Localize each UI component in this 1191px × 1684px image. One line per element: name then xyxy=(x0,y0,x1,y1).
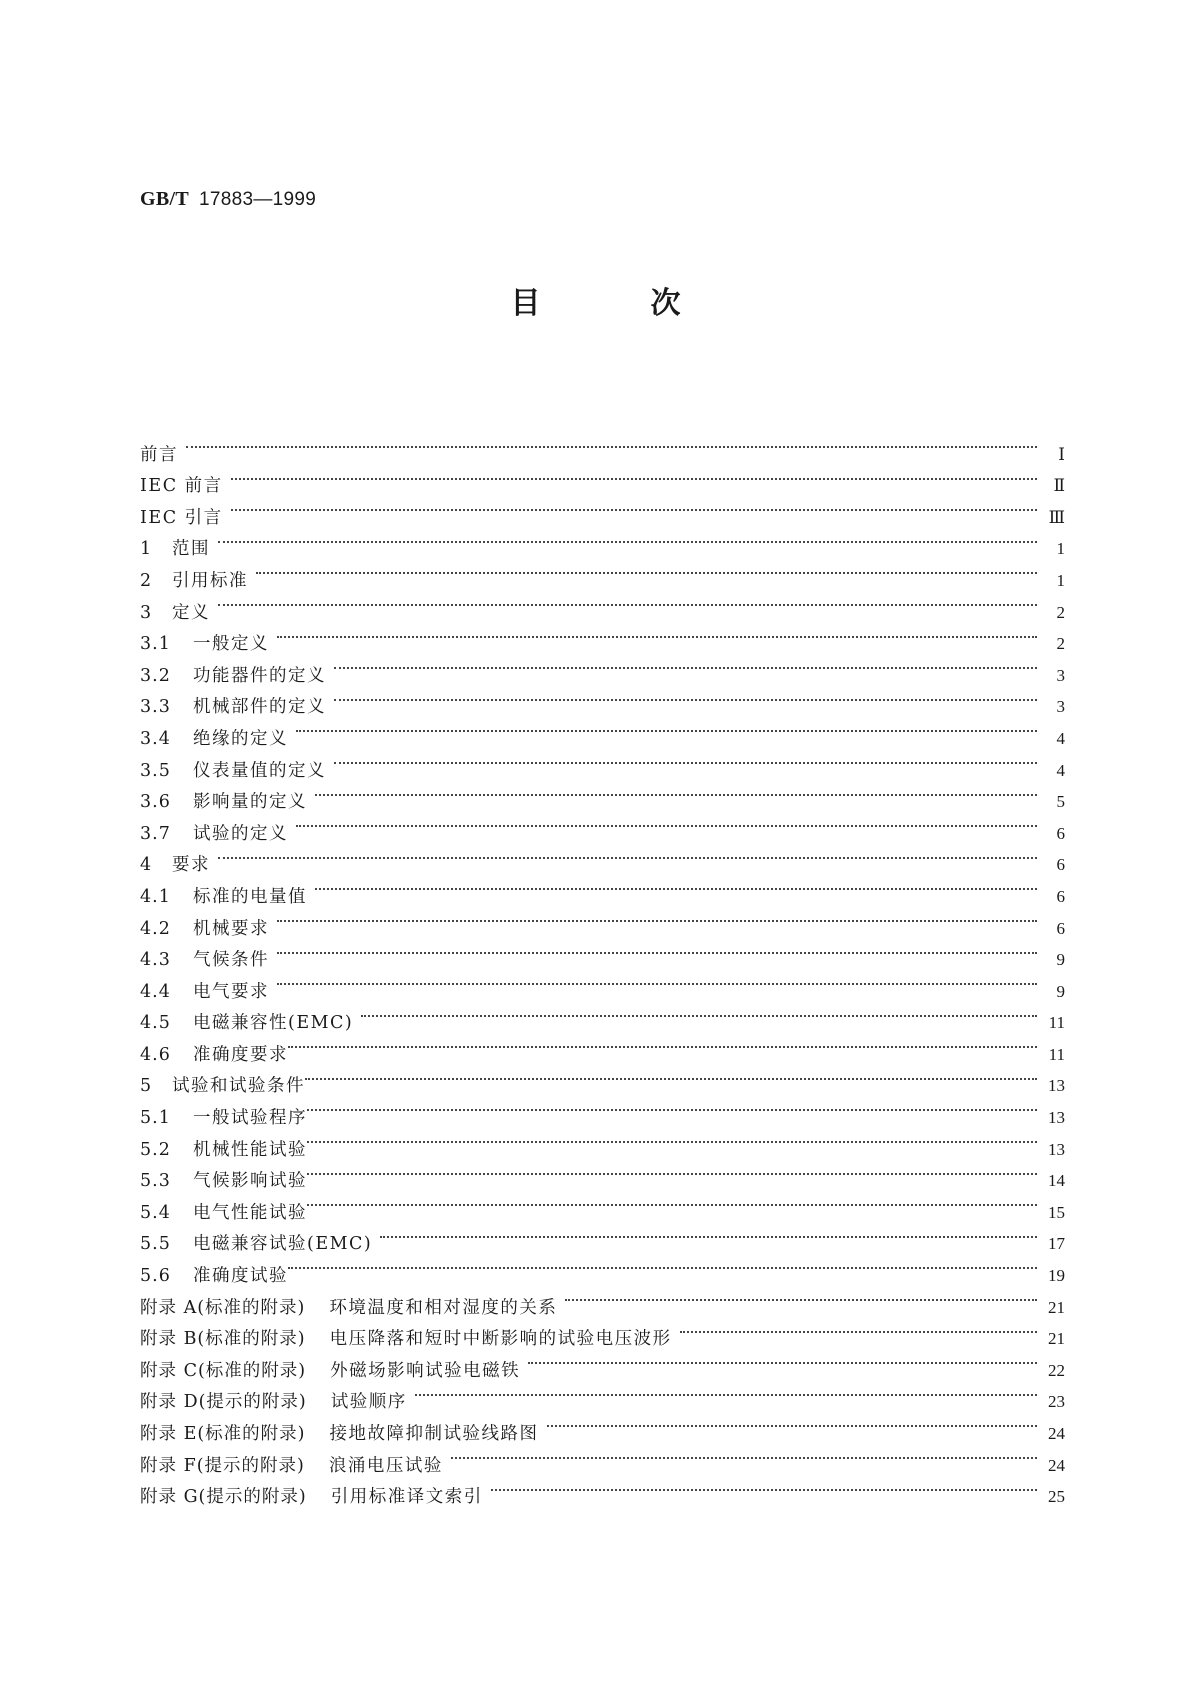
toc-annex-tag: 附录 D(提示的附录) xyxy=(140,1392,307,1413)
toc-page-number: 6 xyxy=(1056,823,1065,843)
toc-label: 接地故障抑制试验线路图 xyxy=(329,1424,539,1444)
toc-label: 准确度试验 xyxy=(193,1266,288,1287)
toc-section-number: 4.6 xyxy=(140,1044,171,1065)
toc-leader-dots xyxy=(296,712,1037,744)
toc-section-number: 3.1 xyxy=(140,634,171,655)
toc-label: 气候条件 xyxy=(193,950,269,971)
toc-page-number: 14 xyxy=(1048,1171,1065,1191)
toc-annex-tag: 附录 F(提示的附录) xyxy=(140,1455,305,1476)
toc-page-number: 21 xyxy=(1048,1297,1065,1317)
toc-page-number: 6 xyxy=(1056,886,1065,906)
toc-entry[interactable] xyxy=(140,997,1065,1034)
toc-page-number: 3 xyxy=(1056,697,1065,717)
toc-section-number: 5.1 xyxy=(140,1108,171,1129)
toc-entry[interactable] xyxy=(140,460,1065,497)
toc-leader-dots xyxy=(315,776,1037,808)
toc-page-number: 19 xyxy=(1048,1266,1065,1286)
toc-annex-tag: 附录 G(提示的附录) xyxy=(140,1487,307,1508)
toc-leader-dots xyxy=(380,1218,1037,1250)
toc-page-number: 5 xyxy=(1056,792,1065,812)
toc-page-number: 6 xyxy=(1056,855,1065,875)
toc-page-number: 15 xyxy=(1048,1202,1065,1222)
toc-page-number: 4 xyxy=(1056,760,1065,780)
toc-section-number: 5.4 xyxy=(140,1202,171,1223)
toc-annex-tag: 附录 B(标准的附录) xyxy=(140,1329,306,1350)
toc-entry[interactable] xyxy=(140,618,1065,655)
toc-page-number: 11 xyxy=(1048,1044,1065,1064)
toc-page-number: 22 xyxy=(1048,1360,1065,1380)
standard-number: 17883—1999 xyxy=(199,189,317,210)
toc-label: 定义 xyxy=(172,602,210,623)
toc-leader-dots xyxy=(277,902,1037,934)
toc-page-number: 1 xyxy=(1056,570,1065,590)
standard-code xyxy=(140,188,316,211)
toc-entry[interactable] xyxy=(140,965,1065,1002)
toc-entry[interactable] xyxy=(140,649,1065,686)
toc-leader-dots xyxy=(288,1249,1037,1281)
toc-label: 电磁兼容试验(EMC) xyxy=(193,1234,373,1255)
toc-section-number: 3.4 xyxy=(140,728,171,749)
toc-label: 环境温度和相对湿度的关系 xyxy=(329,1297,558,1318)
toc-section-number: 4 xyxy=(140,855,153,876)
toc-section-number: 5.3 xyxy=(140,1171,171,1192)
toc-page-number: 23 xyxy=(1048,1392,1065,1412)
toc-leader-dots xyxy=(218,523,1037,555)
toc-entry[interactable] xyxy=(140,934,1065,971)
toc-leader-dots xyxy=(305,1060,1037,1092)
toc-leader-dots xyxy=(296,807,1037,839)
toc-leader-dots xyxy=(528,1344,1037,1376)
toc-page-number: 17 xyxy=(1048,1234,1065,1254)
toc-entry[interactable] xyxy=(140,554,1065,591)
toc-leader-dots xyxy=(277,618,1037,650)
toc-label: 气候影响试验 xyxy=(193,1171,307,1192)
toc-label: 绝缘的定义 xyxy=(193,728,288,749)
toc-leader-dots xyxy=(307,1155,1037,1187)
toc-entry[interactable] xyxy=(140,870,1065,907)
toc-page-number: 9 xyxy=(1056,950,1065,970)
toc-label: 要求 xyxy=(172,855,210,876)
toc-label: 机械性能试验 xyxy=(193,1139,307,1160)
toc-leader-dots xyxy=(307,1123,1037,1155)
toc-page-number: 25 xyxy=(1048,1487,1065,1507)
toc-label: 仪表量值的定义 xyxy=(193,760,326,781)
title-char-1: 目 xyxy=(510,286,541,321)
toc-label: 一般定义 xyxy=(193,634,269,655)
toc-leader-dots xyxy=(680,1313,1037,1345)
toc-section-number: 4.5 xyxy=(140,1013,171,1034)
toc-label: 引用标准译文索引 xyxy=(330,1487,483,1508)
toc-page-number: 1 xyxy=(1056,539,1065,559)
toc-leader-dots xyxy=(218,839,1037,871)
toc-leader-dots xyxy=(334,744,1037,776)
toc-label: IEC 前言 xyxy=(140,476,223,497)
toc-leader-dots xyxy=(307,1091,1037,1123)
toc-label: 电气要求 xyxy=(193,981,269,1002)
toc-section-number: 4.2 xyxy=(140,918,171,939)
toc-page-number: 24 xyxy=(1048,1424,1065,1443)
toc-annex-tag: 附录 A(标准的附录) xyxy=(140,1297,306,1318)
toc-label: 试验的定义 xyxy=(193,823,288,844)
toc-page-number: 13 xyxy=(1048,1076,1065,1096)
toc-leader-dots xyxy=(491,1471,1037,1503)
toc-entry[interactable] xyxy=(140,839,1065,876)
toc-label: 电磁兼容性(EMC) xyxy=(193,1013,354,1034)
toc-section-number: 1 xyxy=(140,539,153,560)
toc-leader-dots xyxy=(277,934,1037,966)
toc-page-number: 24 xyxy=(1048,1455,1065,1475)
toc-page-number: 13 xyxy=(1048,1108,1065,1128)
toc-section-number: 4.1 xyxy=(140,886,171,907)
toc-section-number: 3.6 xyxy=(140,792,171,813)
toc-label: 试验和试验条件 xyxy=(172,1076,305,1097)
toc-label: 准确度要求 xyxy=(193,1044,288,1065)
toc-leader-dots xyxy=(218,586,1037,618)
toc-page-number: 2 xyxy=(1056,634,1065,654)
toc-page-number: Ⅲ xyxy=(1048,507,1065,527)
toc-label: IEC 引言 xyxy=(140,507,223,528)
toc-entry[interactable] xyxy=(140,491,1065,528)
toc-section-number: 4.4 xyxy=(140,981,171,1002)
toc-label: 一般试验程序 xyxy=(193,1108,307,1129)
toc-section-number: 3.7 xyxy=(140,823,171,844)
toc-label: 电压降落和短时中断影响的试验电压波形 xyxy=(329,1329,672,1350)
toc-leader-dots xyxy=(307,1186,1037,1218)
toc-leader-dots xyxy=(315,870,1037,902)
toc-label: 影响量的定义 xyxy=(193,792,307,813)
toc-label: 机械要求 xyxy=(193,918,269,939)
toc-page-number: 11 xyxy=(1048,1013,1065,1033)
toc-label: 浪涌电压试验 xyxy=(328,1455,443,1476)
toc-entry[interactable] xyxy=(140,586,1065,623)
toc-page-number: 9 xyxy=(1056,981,1065,1001)
toc-label: 外磁场影响试验电磁铁 xyxy=(330,1360,521,1381)
toc-section-number: 3 xyxy=(140,602,153,623)
toc-label: 试验顺序 xyxy=(330,1392,407,1413)
toc-section-number: 3.2 xyxy=(140,665,171,686)
toc-page-number: 13 xyxy=(1048,1139,1065,1159)
toc-page-number: 21 xyxy=(1048,1329,1065,1349)
page-title xyxy=(0,278,1191,322)
standard-prefix: GB/T xyxy=(140,188,189,210)
toc-leader-dots xyxy=(186,428,1037,460)
toc-page-number: 2 xyxy=(1056,602,1065,622)
toc-label: 标准的电量值 xyxy=(193,886,307,907)
toc-leader-dots xyxy=(277,965,1037,997)
toc-leader-dots xyxy=(361,997,1037,1029)
toc-section-number: 5.5 xyxy=(140,1234,171,1255)
toc-leader-dots xyxy=(334,649,1037,681)
toc-leader-dots xyxy=(288,1028,1037,1060)
toc-leader-dots xyxy=(231,460,1037,492)
toc-label: 电气性能试验 xyxy=(193,1202,307,1223)
toc-label: 前言 xyxy=(140,444,178,465)
toc-leader-dots xyxy=(256,554,1037,586)
toc-section-number: 2 xyxy=(140,570,153,591)
toc-label: 引用标准 xyxy=(172,570,248,591)
table-of-contents xyxy=(140,428,1065,1508)
toc-label: 功能器件的定义 xyxy=(193,665,326,686)
toc-leader-dots xyxy=(231,491,1037,523)
toc-entry[interactable] xyxy=(140,902,1065,939)
toc-page-number: Ⅰ xyxy=(1058,444,1065,464)
toc-section-number: 3.5 xyxy=(140,760,171,781)
title-char-2: 次 xyxy=(650,286,681,321)
toc-leader-dots xyxy=(547,1407,1038,1439)
toc-entry[interactable] xyxy=(140,428,1065,465)
toc-section-number: 5 xyxy=(140,1076,153,1097)
toc-label: 范围 xyxy=(172,539,210,560)
toc-page-number: 3 xyxy=(1056,665,1065,685)
toc-page-number: Ⅱ xyxy=(1053,476,1065,496)
toc-section-number: 4.3 xyxy=(140,950,171,971)
toc-label: 机械部件的定义 xyxy=(193,697,326,718)
toc-leader-dots xyxy=(334,681,1037,713)
toc-entry[interactable] xyxy=(140,523,1065,560)
toc-leader-dots xyxy=(415,1376,1037,1408)
toc-annex-tag: 附录 C(标准的附录) xyxy=(140,1360,307,1381)
toc-section-number: 3.3 xyxy=(140,697,171,718)
toc-annex-tag: 附录 E(标准的附录) xyxy=(140,1424,306,1444)
toc-leader-dots xyxy=(565,1281,1037,1313)
toc-section-number: 5.2 xyxy=(140,1139,171,1160)
toc-leader-dots xyxy=(451,1439,1037,1471)
toc-page-number: 6 xyxy=(1056,918,1065,938)
toc-page-number: 4 xyxy=(1056,728,1065,748)
toc-section-number: 5.6 xyxy=(140,1266,171,1287)
